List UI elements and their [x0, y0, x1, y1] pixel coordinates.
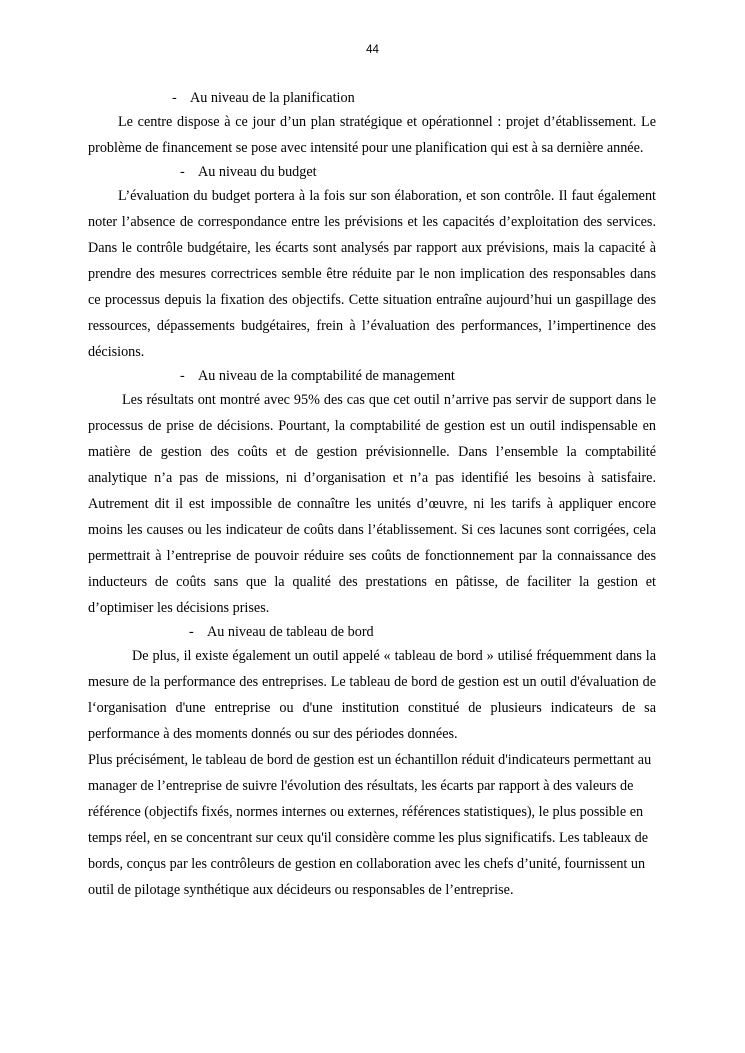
section-heading-text: Au niveau de la comptabilité de management — [198, 368, 455, 384]
page-number: 44 — [366, 44, 379, 56]
paragraph-planification: Le centre dispose à ce jour d’un plan stratégique et opérationnel : projet d’établissement. Le problème de financement se pose avec intensité pour une planification qui est à sa dernière année. — [88, 114, 656, 156]
paragraph-tableau-de-bord-details: Plus précisément, le tableau de bord de gestion est un échantillon réduit d'indicateurs permettant au manager de l’entreprise de suivre l'évolution des résultats, les écarts par rapport à des valeurs de référence (objectifs fixés, normes internes ou externes, références statistiques), le plus possible en temps réel, en se concentrant sur ceux qu'il considère comme les plus significatifs. Les tableaux de bords, conçus par les contrôleurs de gestion en collaboration avec les chefs d’unité, fournissent un outil de pilotage synthétique aux décideurs ou responsables de l’entreprise. — [88, 752, 652, 898]
paragraph-tableau-de-bord: De plus, il existe également un outil appelé « tableau de bord » utilisé fréquemment dans la mesure de la performance des entreprises. Le tableau de bord de gestion est un outil d'évaluation de l‘organisation d'une entreprise ou d'une institution constitué de plusieurs indicateurs de sa performance à des moments donnés ou sur des périodes données. — [88, 648, 656, 742]
paragraph-comptabilite: Les résultats ont montré avec 95% des cas que cet outil n’arrive pas servir de support dans le processus de prise de décisions. Pourtant, la comptabilité de gestion est un outil indispensable en matière de gestion des coûts et de gestion prévisionnelle. Dans l’ensemble la comptabilité analytique n’a pas de missions, ni d’organisation et n’a pas identifié les besoins à satisfaire. Autrement dit il est impossible de connaître les unités d’œuvre, ni les tarifs à appliquer encore moins les causes ou les indicateur de coûts dans l’établissement. Si ces lacunes sont corrigées, cela permettrait à l’entreprise de pouvoir réduire ses coûts de fonctionnement par la connaissance des inducteurs de coûts sans que la qualité des prestations en pâtisse, de faciliter la gestion et d’optimiser les décisions prises. — [88, 392, 656, 616]
list-marker: - — [189, 624, 194, 640]
list-marker: - — [180, 164, 185, 180]
section-heading-text: Au niveau de la planification — [190, 90, 355, 106]
list-marker: - — [172, 90, 177, 106]
paragraph-budget: L’évaluation du budget portera à la fois sur son élaboration, et son contrôle. Il faut également noter l’absence de correspondance entre les prévisions et les capacités d’exploitation des services. Dans le contrôle budgétaire, les écarts sont analysés par rapport aux prévisions, mais la capacité à prendre des mesures correctrices semble être réduite par le non implication des responsables dans ce processus depuis la fixation des objectifs. Cette situation entraîne aujourd’hui un gaspillage des ressources, dépassements budgétaires, frein à l’évaluation des performances, l’impertinence des décisions. — [88, 188, 656, 360]
document-body — [88, 87, 656, 903]
section-heading-budget — [88, 161, 656, 183]
section-heading-planification — [88, 87, 656, 109]
section-heading-text: Au niveau du budget — [198, 164, 317, 180]
section-heading-text: Au niveau de tableau de bord — [207, 624, 374, 640]
list-marker: - — [180, 368, 185, 384]
section-heading-tableau-de-bord — [88, 621, 656, 643]
section-heading-comptabilite — [88, 365, 656, 387]
